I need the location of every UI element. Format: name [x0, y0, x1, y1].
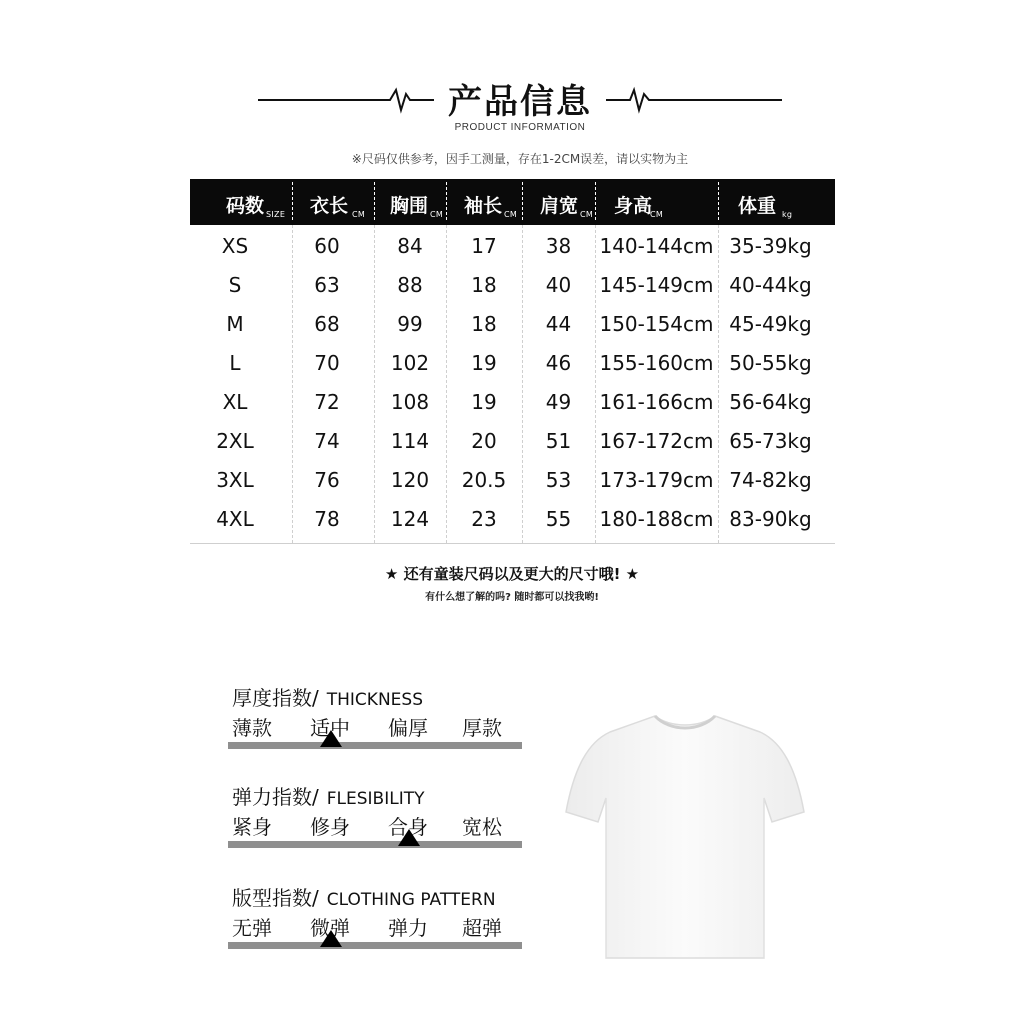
cell-size: L	[229, 351, 241, 375]
cell-chest: 99	[397, 312, 423, 336]
thickness-index	[228, 682, 528, 772]
cell-weight: 35-39kg	[729, 234, 812, 258]
cell-size: M	[226, 312, 244, 336]
cell-size: XL	[222, 390, 248, 414]
header-height: 身高 CM	[614, 195, 664, 219]
cell-weight: 83-90kg	[729, 507, 812, 531]
cell-chest: 108	[390, 390, 430, 414]
table-row	[190, 344, 835, 383]
thickness-option: 适中	[310, 716, 350, 740]
white-tshirt-image	[560, 708, 810, 963]
header-chest: 胸围 CM	[390, 195, 444, 219]
elasticity-scale-bar	[228, 841, 522, 848]
pattern-title: 版型指数/ CLOTHING PATTERN	[232, 886, 496, 910]
thickness-scale-bar	[228, 742, 522, 749]
header-shoulder: 肩宽 CM	[540, 195, 594, 219]
cell-sleeve: 19	[471, 390, 497, 414]
cell-shoulder: 53	[545, 468, 572, 492]
thickness-option: 偏厚	[388, 716, 428, 740]
contact-note: 有什么想了解的吗? 随时都可以找我哟!	[425, 592, 599, 603]
cell-height: 145-149cm	[599, 273, 714, 297]
cell-height: 140-144cm	[599, 234, 714, 258]
cell-shoulder: 38	[545, 234, 572, 258]
elasticity-title: 弹力指数/ FLESIBILITY	[232, 785, 425, 809]
cell-sleeve: 23	[471, 507, 497, 531]
cell-size: 2XL	[216, 429, 254, 453]
cell-weight: 45-49kg	[729, 312, 812, 336]
size-table	[190, 179, 835, 545]
cell-height: 155-160cm	[599, 351, 714, 375]
pattern-marker-icon	[320, 930, 342, 947]
cell-chest: 124	[390, 507, 430, 531]
cell-size: S	[228, 273, 242, 297]
thickness-title: 厚度指数/ THICKNESS	[232, 686, 423, 710]
table-header	[190, 179, 835, 225]
cell-weight: 40-44kg	[729, 273, 812, 297]
header-length: 衣长 CM	[310, 195, 366, 219]
cell-shoulder: 49	[545, 390, 572, 414]
pattern-index	[228, 882, 528, 972]
cell-shoulder: 55	[545, 507, 572, 531]
elasticity-option: 紧身	[232, 815, 272, 839]
pattern-option: 微弹	[310, 916, 350, 940]
table-row	[190, 383, 835, 422]
cell-weight: 65-73kg	[729, 429, 812, 453]
cell-height: 167-172cm	[599, 429, 714, 453]
cell-height: 161-166cm	[599, 390, 714, 414]
elasticity-option: 修身	[310, 815, 350, 839]
table-row	[190, 461, 835, 500]
cell-chest: 102	[390, 351, 430, 375]
thickness-option: 厚款	[462, 716, 502, 740]
cell-shoulder: 40	[545, 273, 572, 297]
cell-chest: 114	[390, 429, 430, 453]
cell-length: 63	[314, 273, 340, 297]
measurement-note: ※尺码仅供参考，因手工测量，存在1-2CM误差，请以实物为主	[351, 152, 689, 166]
thickness-marker-icon	[320, 730, 342, 747]
cell-shoulder: 51	[545, 429, 572, 453]
cell-chest: 120	[390, 468, 430, 492]
thickness-option: 薄款	[232, 716, 272, 740]
cell-length: 74	[314, 429, 340, 453]
page-subtitle: PRODUCT INFORMATION	[454, 122, 586, 133]
table-body	[190, 225, 835, 544]
cell-sleeve: 17	[471, 234, 497, 258]
cell-sleeve: 18	[471, 312, 497, 336]
cell-size: 4XL	[216, 507, 254, 531]
cell-length: 68	[314, 312, 340, 336]
table-row	[190, 305, 835, 344]
table-row	[190, 227, 835, 266]
cell-length: 72	[314, 390, 340, 414]
cell-weight: 56-64kg	[729, 390, 812, 414]
cell-shoulder: 46	[545, 351, 572, 375]
cell-height: 173-179cm	[599, 468, 714, 492]
more-sizes-note: ★ 还有童装尺码以及更大的尺寸哦! ★	[384, 565, 640, 583]
table-row	[190, 266, 835, 305]
cell-sleeve: 20	[471, 429, 497, 453]
cell-weight: 74-82kg	[729, 468, 812, 492]
pattern-option: 弹力	[388, 916, 428, 940]
cell-length: 60	[314, 234, 340, 258]
cell-weight: 50-55kg	[729, 351, 812, 375]
elasticity-option: 宽松	[462, 815, 502, 839]
elasticity-marker-icon	[398, 829, 420, 846]
cell-shoulder: 44	[545, 312, 572, 336]
cell-chest: 88	[397, 273, 423, 297]
cell-length: 78	[314, 507, 340, 531]
elasticity-option: 合身	[388, 815, 428, 839]
cell-sleeve: 19	[471, 351, 497, 375]
pattern-option: 超弹	[462, 916, 502, 940]
header-weight: 体重 kg	[738, 195, 793, 219]
cell-sleeve: 20.5	[461, 468, 507, 492]
cell-height: 180-188cm	[599, 507, 714, 531]
cell-chest: 84	[397, 234, 423, 258]
page-title: 产品信息	[448, 82, 592, 122]
cell-height: 150-154cm	[599, 312, 714, 336]
header-sleeve: 袖长 CM	[464, 195, 518, 219]
cell-size: 3XL	[216, 468, 254, 492]
table-row	[190, 500, 835, 539]
pattern-scale-bar	[228, 942, 522, 949]
cell-sleeve: 18	[471, 273, 497, 297]
cell-length: 76	[314, 468, 340, 492]
cell-size: XS	[221, 234, 249, 258]
pattern-option: 无弹	[232, 916, 272, 940]
table-row	[190, 422, 835, 461]
header-size: 码数 SIZE	[226, 195, 286, 219]
cell-length: 70	[314, 351, 340, 375]
elasticity-index	[228, 781, 528, 871]
